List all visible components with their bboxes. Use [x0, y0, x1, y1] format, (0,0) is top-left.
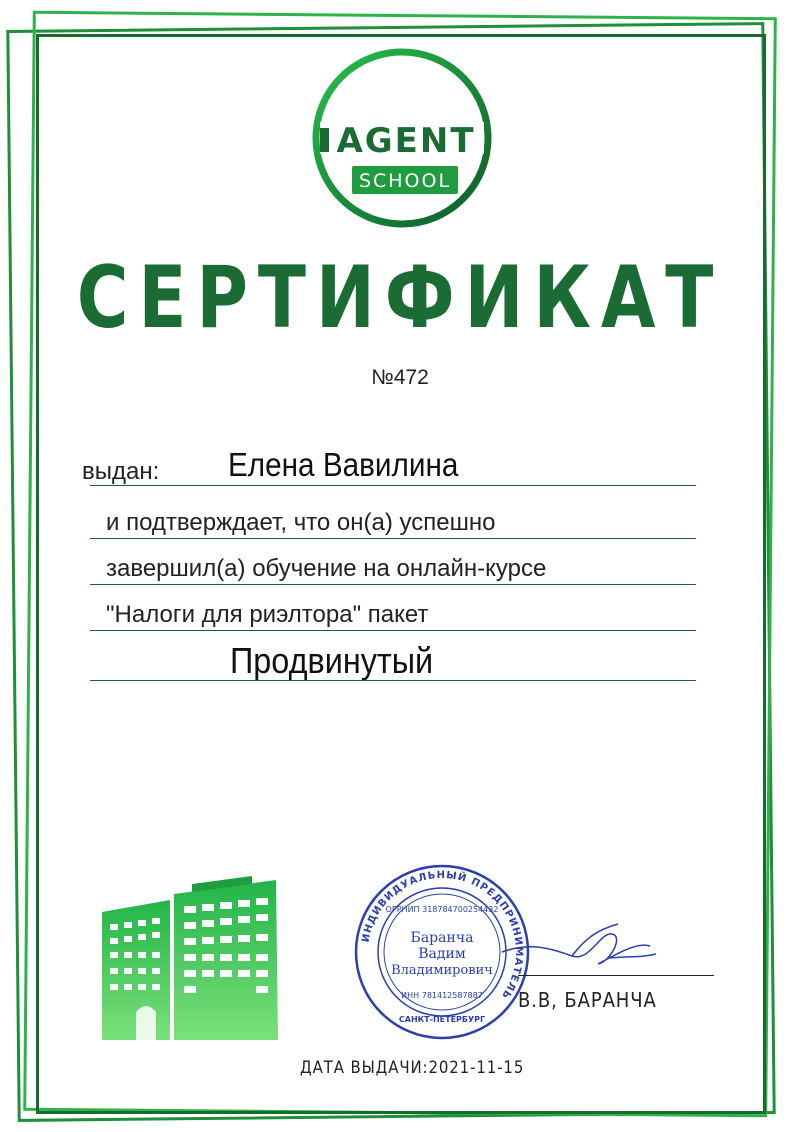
stamp-inn: ИНН 781412587887 — [401, 991, 483, 1000]
underline-body-1 — [90, 538, 696, 539]
recipient-name: Елена Вавилина — [228, 446, 459, 483]
body-line-3: "Налоги для риэлтора" пакет — [106, 601, 429, 628]
underline-recipient — [90, 485, 696, 486]
logo-agent-text: AGENT — [336, 121, 476, 161]
certificate-title: СЕРТИФИКАТ — [76, 248, 724, 348]
signature-line — [518, 975, 714, 976]
stamp-firstname: Вадим — [418, 946, 466, 962]
signer-name: В.В, БАРАНЧА — [518, 988, 657, 1012]
underline-body-3 — [90, 630, 696, 631]
body-line-2: завершил(а) обучение на онлайн-курсе — [106, 555, 547, 582]
stamp-surname: Баранча — [410, 930, 474, 946]
underline-body-2 — [90, 584, 696, 585]
stamp-ogrnip: ОГРНИП 318784700254432 — [385, 905, 499, 914]
underline-package — [90, 680, 696, 681]
agent-school-logo — [310, 46, 494, 230]
certificate-number: №472 — [371, 366, 429, 389]
signature-scribble — [500, 912, 660, 982]
stamp-patronymic: Владимирович — [391, 963, 493, 978]
logo-building-icon — [320, 128, 329, 152]
stamp-city: САНКТ-ПЕТЕРБУРГ — [398, 1015, 486, 1024]
issue-date: ДАТА ВЫДАЧИ:2021-11-15 — [300, 1058, 525, 1078]
stamp-ring-text: ИНДИВИДУАЛЬНЫЙ ПРЕДПРИНИМАТЕЛЬ — [360, 869, 525, 1002]
issued-label: выдан: — [82, 458, 160, 485]
package-name: Продвинутый — [230, 640, 434, 681]
body-line-1: и подтверждает, что он(а) успешно — [106, 509, 496, 536]
logo-school-text: SCHOOL — [358, 170, 452, 192]
building-icon — [96, 872, 306, 1042]
